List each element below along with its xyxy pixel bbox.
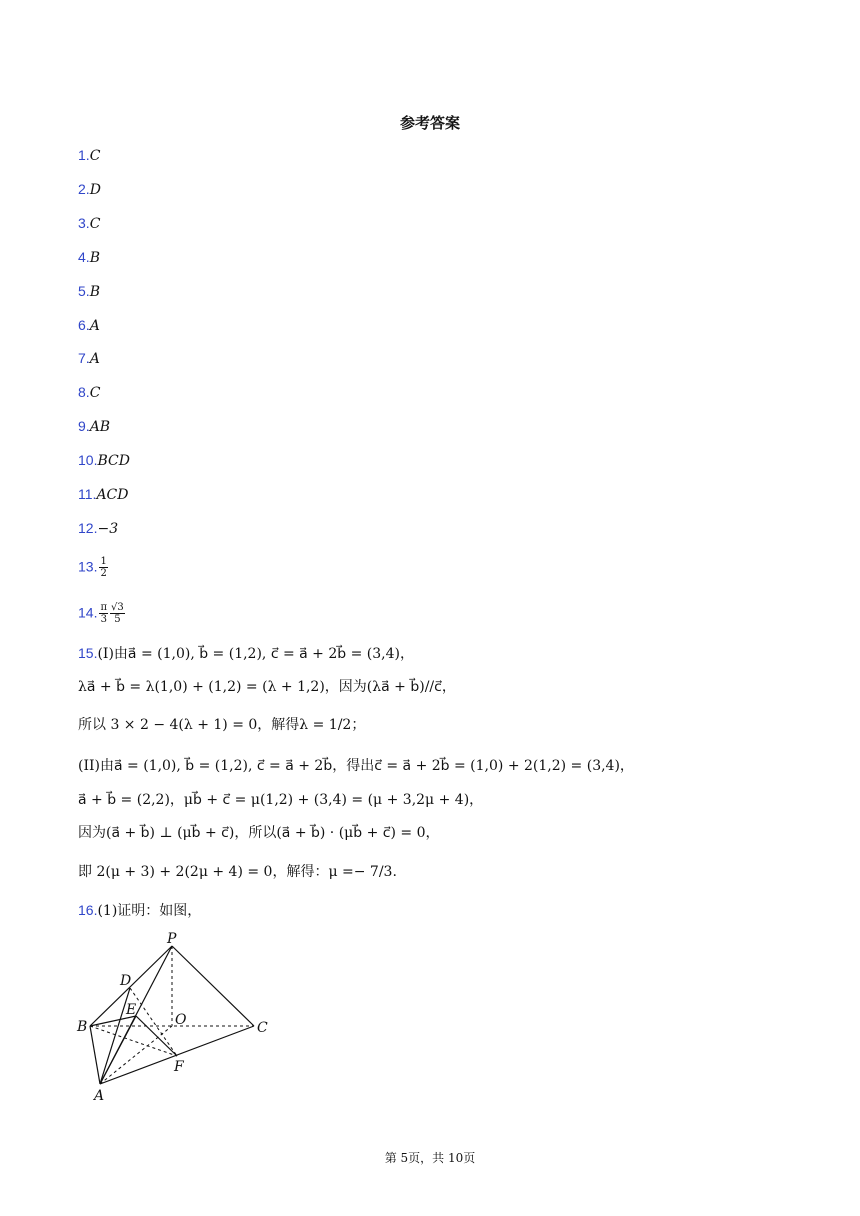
answer-number: 3. [78,214,90,231]
page-footer: 第 5页，共 10页 [384,1151,476,1165]
q15-line-0 [78,643,414,664]
answer-item [78,247,100,268]
q16-text: (1)证明：如图， [97,903,202,919]
denominator: 5 [114,614,121,625]
q15-line-3: (II)由a⃗ = (1,0), b⃗ = (1,2), c⃗ = a⃗ + 2b⃗，得出c⃗ = a⃗ + 2b⃗ = (1,0) + 2(1,2) = (3,4)， [78,758,634,774]
answer-value: C [89,215,101,232]
answer-value: D [89,181,101,198]
numerator: 1 [100,556,107,567]
answer-value: ACD [96,487,129,503]
answer-item [78,213,100,234]
answer-value: A [89,351,100,368]
label-B: B [77,1019,88,1035]
answer-number: 16. [78,902,98,918]
label-E: E [126,1002,137,1018]
page-title: 参考答案 [399,114,460,132]
answer-number: 7. [78,350,90,367]
edge-BA [90,1026,100,1084]
q15-line-5: 因为(a⃗ + b⃗) ⊥ (μb⃗ + c⃗)，所以(a⃗ + b⃗) · (μb⃗ + c⃗) = 0， [78,825,440,841]
answer-value: A [89,317,100,334]
answer-number: 6. [78,316,90,333]
answer-item [78,416,110,437]
answer-item [78,382,100,403]
q15-line-6: 即 2(μ + 3) + 2(2μ + 4) = 0，解得：μ =− 7/3. [78,864,397,880]
label-A: A [94,1088,105,1104]
answer-number: 10. [78,452,98,469]
answer-item [78,518,118,539]
answer-number: 13. [78,558,98,575]
label-F: F [174,1059,184,1075]
dashed-DF [130,988,177,1056]
answer-number: 4. [78,248,90,265]
answer-value: C [89,385,101,402]
geometry-figure [72,926,282,1106]
label-C: C [257,1020,268,1036]
answer-item [78,145,100,166]
dashed-AO [100,1026,172,1084]
answer-item-14 [78,602,125,625]
denominator: 3 [100,614,107,625]
answer-number: 15. [78,645,98,661]
answer-item [78,484,128,505]
answer-value: C [89,148,101,164]
answer-value: BCD [97,453,130,470]
fraction [99,556,107,579]
answer-number: 11. [78,486,97,502]
answer-item [78,348,100,369]
denominator: 2 [100,568,107,579]
q15-line-1: λa⃗ + b⃗ = λ(1,0) + (1,2) = (λ + 1,2)，因为(λa⃗ + b⃗)//c⃗， [78,679,456,695]
answer-value: B [89,249,100,266]
fraction-sqrt3-over-5 [110,602,125,625]
answer-number: 8. [78,384,90,401]
answer-number: 2. [78,180,90,197]
answer-item [78,315,100,336]
q15-line-4: a⃗ + b⃗ = (2,2)，μb⃗ + c⃗ = μ(1,2) + (3,4) = (μ + 3,2μ + 4)， [78,792,484,808]
answer-number: 14. [78,604,98,621]
edge-AC [100,1026,254,1084]
numerator: √3 [111,602,124,613]
q15-line-2: 所以 3 × 2 − 4(λ + 1) = 0，解得λ = 1/2； [78,717,366,733]
answer-item-13 [78,556,108,579]
label-P: P [167,931,177,947]
label-D: D [120,973,132,989]
answer-number: 9. [78,418,90,435]
answer-item [78,450,130,471]
answer-number: 12. [78,519,98,536]
answer-number: 1. [78,147,90,163]
answer-number: 5. [78,282,90,299]
answer-value: −3 [97,520,119,537]
answer-value: AB [89,419,111,436]
q16-line [78,900,201,921]
q15-text: (I)由a⃗ = (1,0), b⃗ = (1,2), c⃗ = a⃗ + 2b⃗ = (3,4)， [97,646,414,662]
dashed-BF [90,1026,177,1056]
answer-item [78,281,100,302]
label-O: O [175,1012,187,1028]
answer-item [78,179,101,200]
fraction-pi-over-3 [99,602,108,625]
answer-value: B [89,283,100,300]
numerator: π [100,602,108,613]
